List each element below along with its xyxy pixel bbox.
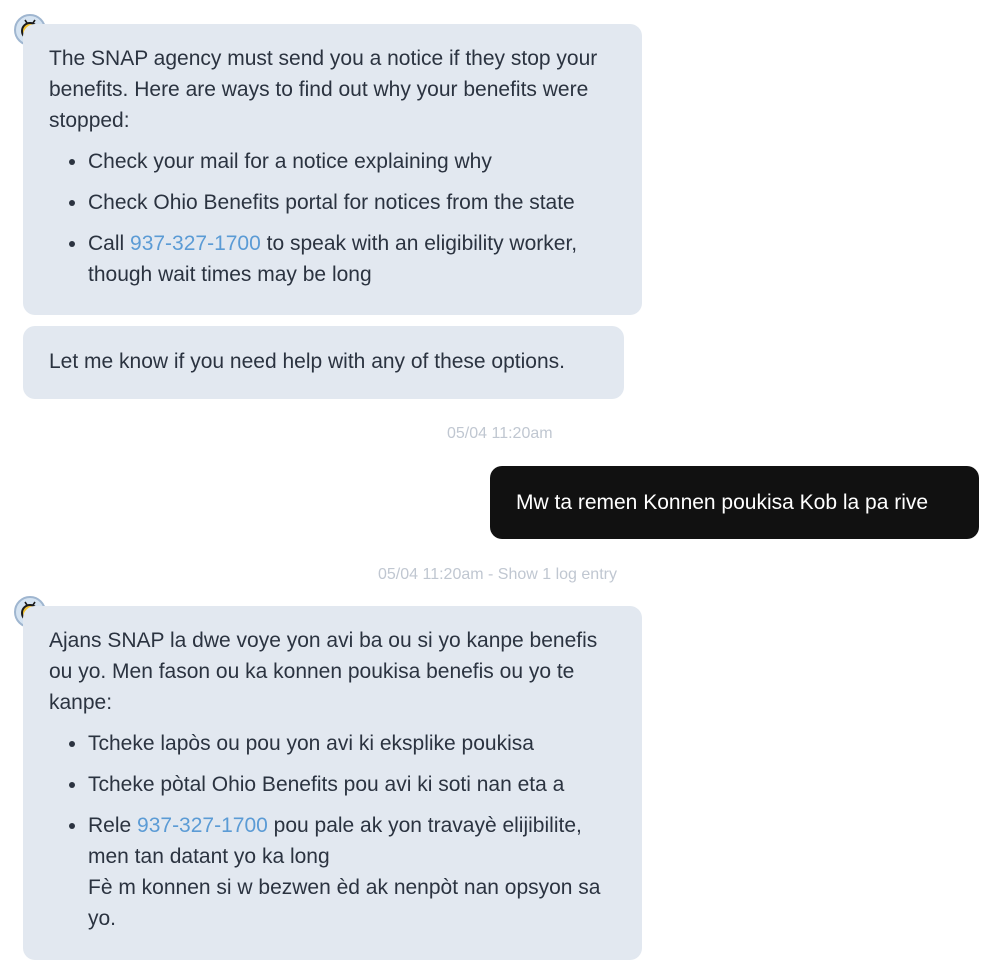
message-list <box>49 728 616 934</box>
show-log-entry-link[interactable]: Show 1 log entry <box>497 566 617 583</box>
message-list <box>49 146 616 290</box>
list-item: Check your mail for a notice explaining why <box>49 146 616 177</box>
call-prefix: Rele <box>88 814 138 837</box>
message-text: Let me know if you need help with any of these options. <box>49 350 565 373</box>
list-item: Tcheke pòtal Ohio Benefits pou avi ki soti nan eta a <box>49 769 616 800</box>
message-meta <box>378 566 617 584</box>
message-intro: The SNAP agency must send you a notice if they stop your benefits. Here are ways to find out why your benefits were stopped: <box>49 47 598 132</box>
call-prefix: Call <box>88 232 131 255</box>
list-item: Check Ohio Benefits portal for notices from the state <box>49 187 616 218</box>
phone-link[interactable]: 937-327-1700 <box>137 814 268 837</box>
closing-text: Fè m konnen si w bezwen èd ak nenpòt nan opsyon sa yo. <box>88 876 601 930</box>
message-timestamp: 05/04 11:20am <box>378 566 484 583</box>
list-item <box>49 810 616 934</box>
phone-link[interactable]: 937-327-1700 <box>130 232 261 255</box>
user-message: Mw ta remen Konnen poukisa Kob la pa rive <box>490 466 979 539</box>
meta-separator: - <box>483 566 498 583</box>
message-intro: Ajans SNAP la dwe voye yon avi ba ou si yo kanpe benefis ou yo. Men fason ou ka konnen poukisa benefis ou yo te kanpe: <box>49 629 598 714</box>
list-item <box>49 228 616 290</box>
call-suffix: pou pale ak yon travayè elijibilite, men tan datant yo ka long <box>88 814 582 868</box>
assistant-message <box>23 606 642 960</box>
message-timestamp: 05/04 11:20am <box>447 425 553 442</box>
list-item: Tcheke lapòs ou pou yon avi ki eksplike poukisa <box>49 728 616 759</box>
call-suffix: to speak with an eligibility worker, though wait times may be long <box>88 232 578 286</box>
assistant-message <box>23 326 624 399</box>
assistant-message <box>23 24 642 315</box>
